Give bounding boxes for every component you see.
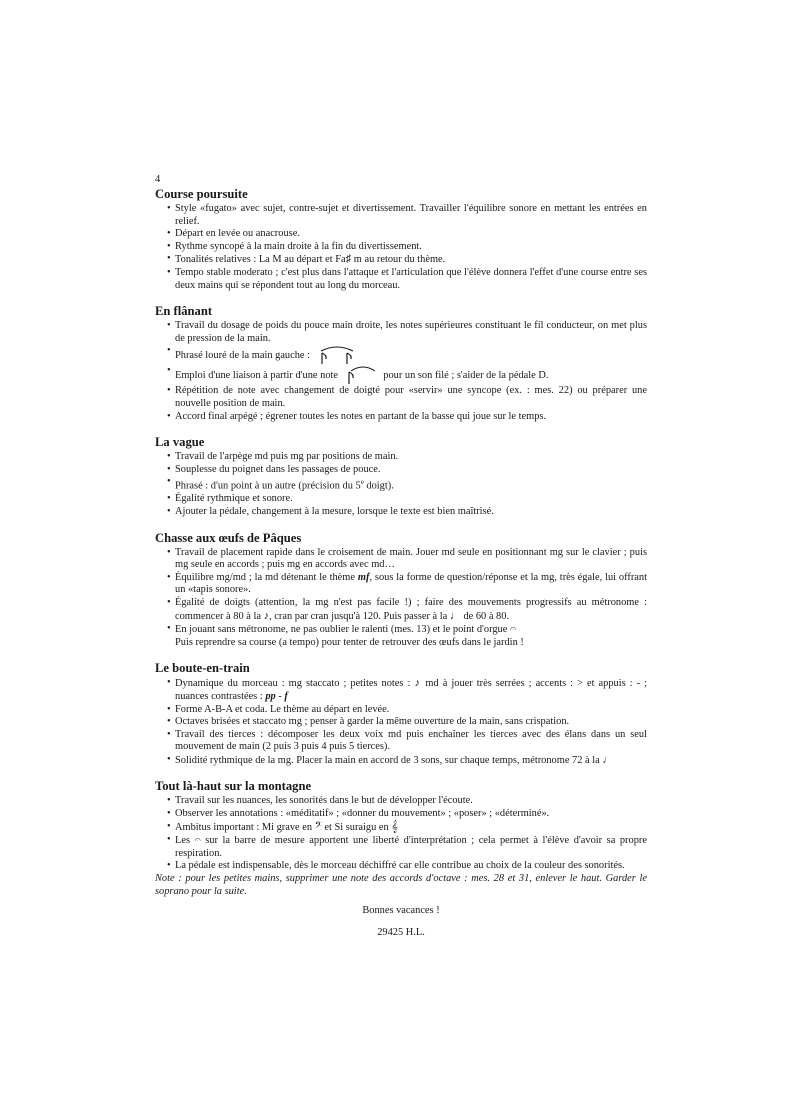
section-la-vague <box>155 435 647 518</box>
treble-clef-icon: 𝄞 <box>391 820 398 833</box>
bullet-list <box>155 320 647 423</box>
section-title: Chasse aux œufs de Pâques <box>155 530 302 545</box>
grace-note-icon: ♪ <box>414 677 422 690</box>
list-item: • Répétition de note avec changement de doigté pour «servir» une syncope (ex. : mes. 22) ou préparer une nouvelle position de main. <box>167 385 647 410</box>
list-item: • Égalité rythmique et sonore. <box>167 493 647 506</box>
eighth-note-icon: ♪ <box>263 609 270 622</box>
section-course-poursuite <box>155 187 647 292</box>
bullet-list <box>155 677 647 767</box>
list-item: • Octaves brisées et staccato mg ; penser à garder la même ouverture de la main, sans crispation. <box>167 716 647 729</box>
list-item: • Tempo stable moderato ; c'est plus dans l'attaque et l'articulation que l'élève donnera l'effet d'une course entre ses deux mains qui se répondent tout au long du morceau. <box>167 267 647 292</box>
list-item: • Forme A-B-A et coda. Le thème au départ en levée. <box>167 704 647 717</box>
section-title: Course poursuite <box>155 187 248 201</box>
fermata-icon: 𝄐 <box>509 623 517 636</box>
document-page <box>155 173 647 939</box>
section-title: En flânant <box>155 304 213 319</box>
dynamic-pp: pp <box>265 690 276 702</box>
bass-clef-icon: 𝄢 <box>314 820 322 833</box>
section-en-flanant <box>155 304 647 423</box>
continuation-text: Puis reprendre sa course (a tempo) pour tenter de retrouver des œufs dans le jardin ! <box>175 636 524 648</box>
list-item: • Départ en levée ou anacrouse. <box>167 228 647 241</box>
section-tout-la-haut <box>155 779 647 898</box>
list-item: • Travail de placement rapide dans le croisement de main. Jouer md seule en positionnant mg sur le clavier ; puis mg seule en accords ; puis mg en accords avec md… <box>167 547 647 572</box>
list-item: • Travail du dosage de poids du pouce main droite, les notes supérieures constituant le fil conducteur, on met plus de pression de la main. <box>167 320 647 345</box>
list-item: • Travail sur les nuances, les sonorités dans le but de développer l'écoute. <box>167 795 647 808</box>
page-number: 4 <box>155 174 161 185</box>
list-item: • Travail de l'arpège md puis mg par positions de main. <box>167 451 647 464</box>
list-item: • Dynamique du morceau : mg staccato ; petites notes : ♪ md à jouer très serrées ; accents : > et appuis : - ; nuances contrastées : pp - f <box>167 677 647 703</box>
list-item: • Ambitus important : Mi grave en 𝄢 et Si suraigu en 𝄞 <box>167 821 647 835</box>
list-item: • Accord final arpégé ; égrener toutes les notes en partant de la basse qui joue sur le temps. <box>167 411 647 424</box>
slurred-eighth-notes-icon <box>317 345 357 365</box>
dynamic-f: f <box>284 690 288 702</box>
section-title: Tout là-haut sur la montagne <box>155 779 312 794</box>
list-item: • Phrasé louré de la main gauche : <box>167 345 647 365</box>
catalog-number: 29425 H.L. <box>377 927 425 939</box>
note-text: Note : pour les petites mains, supprimer une note des accords d'octave : mes. 28 et 31, enlever le haut. Garder le soprano pour la suite. <box>155 873 647 897</box>
section-boute-en-train <box>155 661 647 767</box>
list-item: • Emploi d'une liaison à partir d'une note pour un son filé ; s'aider de la pédale D. <box>167 365 647 385</box>
list-item: • Travail des tierces : décomposer les deux voix md puis enchaîner les tierces avec des élans dans un seul mouvement de main (2 puis 3 puis 4 puis 5 tierces). <box>167 729 647 754</box>
list-item: • Ajouter la pédale, changement à la mesure, lorsque le texte est bien maîtrisé. <box>167 506 647 519</box>
quarter-note-icon: ♩ <box>602 753 614 766</box>
list-item: • Égalité de doigts (attention, la mg n'est pas facile !) ; faire des mouvements progressifs au métronome : commencer à 80 à la ♪, cran par cran jusqu'à 120. Puis passer à la ♩ de 60 à 80. <box>167 597 647 623</box>
bullet-list <box>155 451 647 518</box>
list-item: • La pédale est indispensable, dès le morceau déchiffré car elle contribue au choix de la couleur des sonorités. <box>167 860 647 873</box>
closing-text: Bonnes vacances ! <box>362 905 440 917</box>
sharp-icon: ♯ <box>345 253 352 266</box>
section-title: La vague <box>155 435 205 450</box>
tied-note-icon <box>345 365 377 385</box>
fermata-icon: 𝄐 <box>194 834 201 847</box>
bullet-list <box>155 795 647 873</box>
bullet-list <box>155 547 647 637</box>
list-item: • Style «fugato» avec sujet, contre-sujet et divertissement. Travailler l'équilibre sonore en mettant les entrées en relief. <box>167 203 647 228</box>
list-item: • Les 𝄐 sur la barre de mesure apportent une liberté d'interprétation ; cela permet à l'élève d'avoir sa propre respiration. <box>167 834 647 860</box>
dynamic-mf: mf <box>357 571 370 583</box>
list-item: • Équilibre mg/md ; la md détenant le thème mf, sous la forme de question/réponse et la mg, très égale, lui offrant un «tapis sonore». <box>167 572 647 597</box>
list-item: • Solidité rythmique de la mg. Placer la main en accord de 3 sons, sur chaque temps, métronome 72 à la ♩ <box>167 754 647 768</box>
list-item: • En jouant sans métronome, ne pas oublier le ralenti (mes. 13) et le point d'orgue 𝄐 <box>167 623 647 637</box>
list-item: • Tonalités relatives : La M au départ et Fa♯ m au retour du thème. <box>167 253 647 267</box>
bullet-list <box>155 203 647 292</box>
section-title: Le boute-en-train <box>155 661 250 676</box>
section-chasse-aux-oeufs <box>155 531 647 650</box>
list-item: • Observer les annotations : «méditatif» ; «donner du mouvement» ; «poser» ; «déterminé». <box>167 808 647 821</box>
quarter-note-icon: ♩ <box>449 609 461 622</box>
list-item: • Rythme syncopé à la main droite à la fin du divertissement. <box>167 241 647 254</box>
list-item: • Phrasé : d'un point à un autre (précision du 5e doigt). <box>167 476 647 493</box>
list-item: • Souplesse du poignet dans les passages de pouce. <box>167 464 647 477</box>
